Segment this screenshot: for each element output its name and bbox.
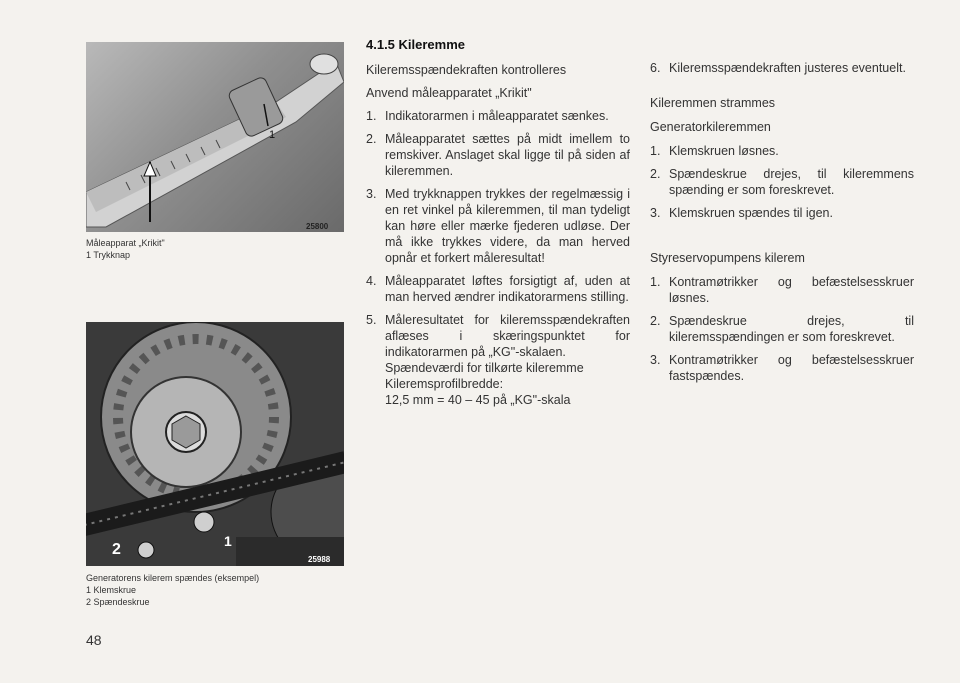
step-number: 2.: [650, 314, 661, 328]
figure2-caption-item: 1 Klemskrue: [86, 585, 137, 595]
figure2-caption-item: 2 Spændeskrue: [86, 597, 150, 607]
step-item: [366, 131, 630, 179]
step-item: [366, 273, 630, 305]
step-text: Spændeskrue drejes, til kileremmens spænding er som foreskrevet.: [669, 167, 914, 197]
figure1-callout: 1: [269, 129, 276, 141]
step-item: [650, 274, 914, 306]
step-text: Med trykknappen trykkes der regelmæssig i en ret vinkel på kileremmen, til man tydeligt kan høre eller mærke fjederen udløse. Der må ikke trykkes videre, da man herved opnår et forkert måleresultat!: [385, 187, 630, 265]
middle-column: [366, 37, 630, 408]
intro-line: Kileremsspændekraften kontrolleres: [366, 63, 567, 77]
step-number: 3.: [650, 206, 661, 220]
figure2-callout-1: 1: [224, 533, 232, 549]
generator-illustration: [86, 322, 344, 566]
subsection-title: Styreservopumpens kilerem: [650, 251, 805, 265]
step-text: Måleapparatet løftes forsigtigt af, uden at man herved ændrer indikatorarmens stilling.: [385, 274, 630, 304]
figure2-callout-2: 2: [112, 541, 121, 558]
step-item: [650, 143, 914, 159]
tension-values: [366, 360, 630, 408]
step-number: 4.: [366, 274, 377, 288]
step-number: 3.: [650, 353, 661, 367]
figure2-caption: [86, 572, 259, 608]
step-item: [366, 312, 630, 360]
step-number: 1.: [650, 144, 661, 158]
generator-photo: [86, 322, 344, 566]
step-item: [650, 205, 914, 221]
step-number: 6.: [650, 61, 661, 75]
step-text: Spændeskrue drejes, til kileremsspændingen er som foreskrevet.: [669, 314, 914, 344]
step-item: [366, 108, 630, 124]
figure2-number: 25988: [308, 555, 331, 564]
subsection-subtitle: Generatorkileremmen: [650, 120, 771, 134]
tension-line: Kileremsprofilbredde:: [385, 377, 504, 391]
page-number: 48: [86, 632, 102, 648]
step-item: [650, 313, 914, 345]
step-number: 1.: [366, 109, 377, 123]
step-text: Kileremsspændekraften justeres eventuelt.: [669, 61, 906, 75]
step-number: 2.: [366, 132, 377, 146]
figure1-caption-title: Måleapparat „Krikit": [86, 238, 165, 248]
figure1-caption: [86, 237, 165, 261]
step-text: Kontramøtrikker og befæstelsesskruer fastspændes.: [669, 353, 914, 383]
step-item: [650, 60, 914, 76]
step-item: [366, 186, 630, 266]
tension-line: Spændeværdi for tilkørte kileremme: [385, 361, 584, 375]
step-text: Indikatorarmen i måleapparatet sænkes.: [385, 109, 609, 123]
step-item: [650, 166, 914, 198]
figure1-number: 25800: [306, 222, 329, 231]
step-number: 1.: [650, 275, 661, 289]
step-number: 2.: [650, 167, 661, 181]
step-number: 3.: [366, 187, 377, 201]
step-item: [650, 352, 914, 384]
step-text: Klemskruen spændes til igen.: [669, 206, 833, 220]
step-text: Måleapparatet sættes på midt imellem to remskiver. Anslaget skal ligge til på siden af kileremmen.: [385, 132, 630, 178]
step-text: Kontramøtrikker og befæstelsesskruer løsnes.: [669, 275, 914, 305]
section-heading: 4.1.5 Kileremme: [366, 37, 466, 52]
step-number: 5.: [366, 313, 377, 327]
krikit-gauge-photo: [86, 42, 344, 232]
figure2-caption-title: Generatorens kilerem spændes (eksempel): [86, 573, 260, 583]
right-column: [650, 60, 914, 391]
krikit-gauge-illustration: [86, 42, 344, 232]
step-text: Klemskruen løsnes.: [669, 144, 779, 158]
intro-line: Anvend måleapparatet „Krikit": [366, 86, 532, 100]
tension-line: 12,5 mm = 40 – 45 på „KG"-skala: [385, 393, 571, 407]
figure1-caption-item: 1 Trykknap: [86, 250, 131, 260]
step-text: Måleresultatet for kileremsspændekraften aflæses i skæringspunktet for indikatorarmen på „KG"-skalaen.: [385, 313, 630, 359]
subsection-title: Kileremmen strammes: [650, 96, 776, 110]
